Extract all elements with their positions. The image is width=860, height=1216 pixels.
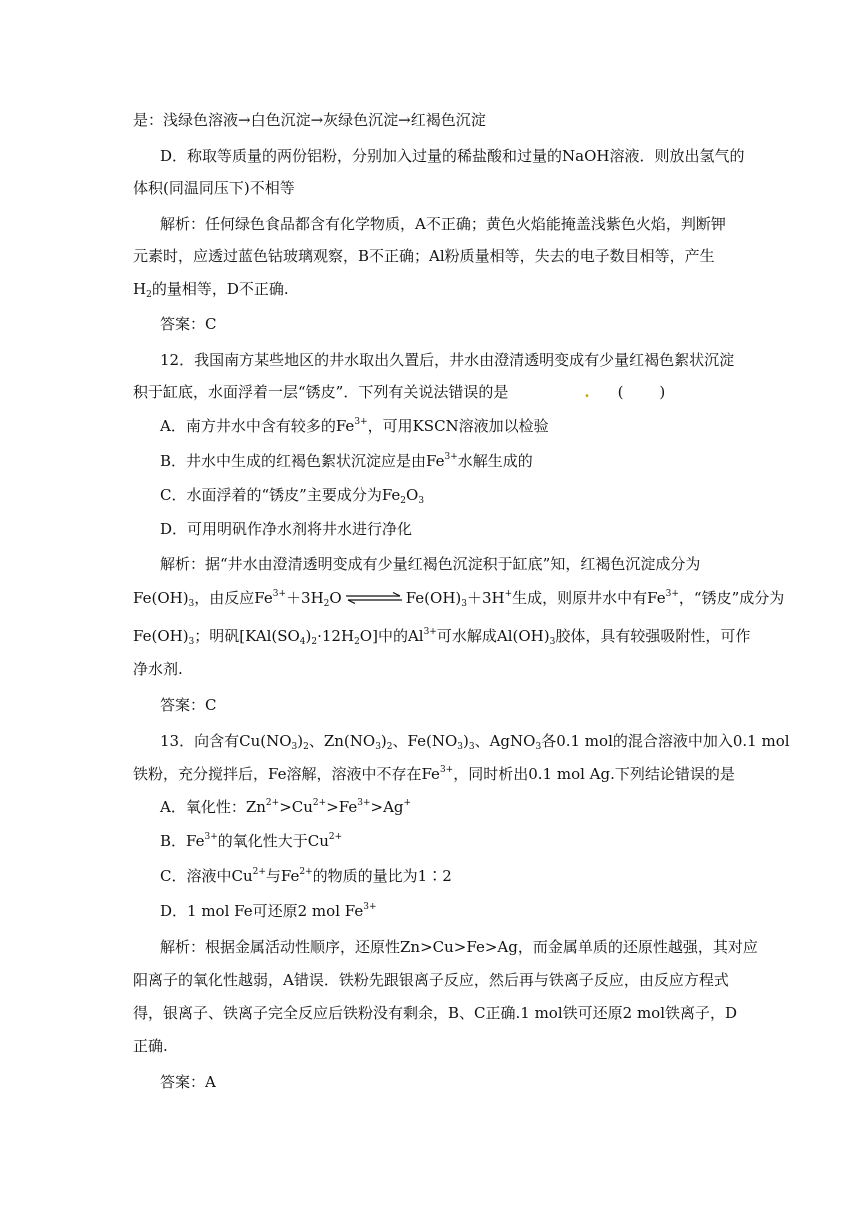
text-line: 体积(同温同压下)不相等 bbox=[133, 179, 295, 197]
analysis-line: 解析：任何绿色食品都含有化学物质，A不正确；黄色火焰能掩盖浅紫色火焰，判断钾 bbox=[160, 215, 726, 233]
equation-line: $Fe(OH)_3$，由反应$Fe^{3+}+3H_2O$ $Fe(OH)_3+3H^+$生成，则原井水中有$Fe^{3+}$，“锈皮”成分为 bbox=[133, 589, 785, 609]
question-12-line: 12．我国南方某些地区的井水取出久置后，井水由澄清透明变成有少量红褐色絮状沉淀 bbox=[160, 351, 735, 369]
answer-line: 答案：A bbox=[160, 1073, 216, 1091]
text-line: 铁粉，充分搅拌后，Fe溶解，溶液中不存在$Fe^{3+}$，同时析出0.1 mol Ag.下列结论错误的是 bbox=[133, 765, 735, 783]
answer-blank: ( ) bbox=[617, 383, 668, 401]
option-a-line: A．氧化性：$Zn^{2+}>Cu^{2+}>Fe^{3+}>Ag^+$ bbox=[160, 798, 412, 816]
text-line: 正确. bbox=[133, 1037, 168, 1055]
analysis-line: 解析：根据金属活动性顺序，还原性Zn>Cu>Fe>Ag，而金属单质的还原性越强，其对应 bbox=[160, 938, 758, 956]
question-13-line: 13．向含有$Cu(NO_3)_2$、$Zn(NO_3)_2$、$Fe(NO_3)_3$、AgNO$_3$各0.1 mol的混合溶液中加入0.1 mol bbox=[160, 732, 790, 752]
text-line: 积于缸底，水面浮着一层“锈皮”．下列有关说法错误的是 . ( ) bbox=[133, 383, 668, 401]
text-line: $H_2$的量相等，D不正确. bbox=[133, 280, 289, 300]
option-d-line: D．1 mol Fe可还原2 mol $Fe^{3+}$ bbox=[160, 902, 377, 920]
option-b-line: B．井水中生成的红褐色絮状沉淀应是由$Fe^{3+}$水解生成的 bbox=[160, 452, 533, 470]
option-b-line: B．$Fe^{3+}$的氧化性大于$Cu^{2+}$ bbox=[160, 832, 343, 850]
option-c-line: C．水面浮着的“锈皮”主要成分为$Fe_2O_3$ bbox=[160, 486, 425, 506]
text-line: 元素时，应透过蓝色钴玻璃观察，B不正确；Al粉质量相等，失去的电子数目相等，产生 bbox=[133, 247, 715, 265]
answer-line: 答案：C bbox=[160, 696, 217, 714]
text-line: $Fe(OH)_3$；明矾$[KAl(SO_4)_2\cdot 12H_2O]$中的$Al^{3+}$可水解成$Al(OH)_3$胶体，具有较强吸附性，可作 bbox=[133, 627, 751, 647]
emphasis-dot: . bbox=[584, 383, 590, 401]
text-line: 阳离子的氧化性越弱，A错误．铁粉先跟银离子反应，然后再与铁离子反应，由反应方程式 bbox=[133, 971, 729, 989]
answer-line: 答案：C bbox=[160, 315, 217, 333]
text-line: 净水剂. bbox=[133, 660, 183, 678]
option-d-line: D．可用明矾作净水剂将井水进行净化 bbox=[160, 520, 413, 538]
analysis-line: 解析：据“井水由澄清透明变成有少量红褐色沉淀积于缸底”知，红褐色沉淀成分为 bbox=[160, 555, 701, 573]
text-line: 是：浅绿色溶液→白色沉淀→灰绿色沉淀→红褐色沉淀 bbox=[133, 111, 486, 129]
reversible-arrow-icon bbox=[344, 589, 404, 609]
option-a-line: A．南方井水中含有较多的$Fe^{3+}$，可用KSCN溶液加以检验 bbox=[160, 417, 549, 435]
option-d-line: D．称取等质量的两份铝粉，分别加入过量的稀盐酸和过量的NaOH溶液．则放出氢气的 bbox=[160, 147, 745, 165]
option-c-line: C．溶液中$Cu^{2+}$与$Fe^{2+}$的物质的量比为1∶2 bbox=[160, 867, 452, 885]
text-line: 得，银离子、铁离子完全反应后铁粉没有剩余，B、C正确.1 mol铁可还原2 mol铁离子，D bbox=[133, 1004, 738, 1022]
